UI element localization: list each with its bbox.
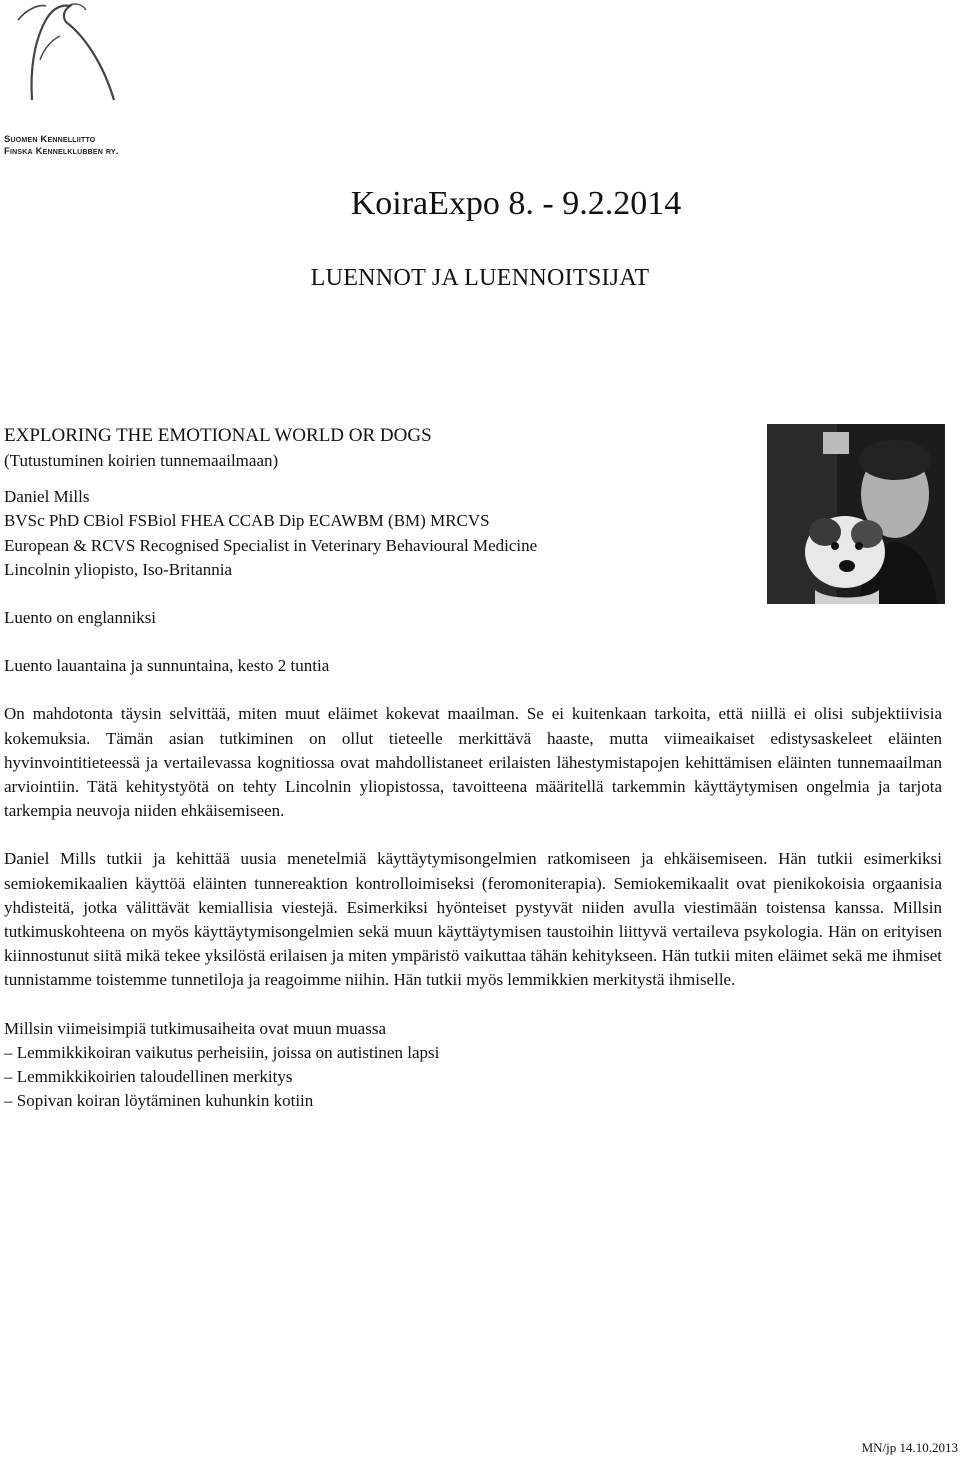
logo-line-swedish: Finska Kennelklubben ry.	[4, 146, 119, 157]
speaker-credentials: BVSc PhD CBiol FSBiol FHEA CCAB Dip ECAWBM (BM) MRCVS	[4, 511, 490, 531]
section-title: LUENNOT JA LUENNOITSIJAT	[310, 265, 650, 291]
kennel-club-name	[4, 134, 119, 158]
lecture-title-finnish: (Tutustuminen koirien tunnemaailmaan)	[4, 451, 279, 470]
lecture-title: EXPLORING THE EMOTIONAL WORLD OR DOGS	[4, 425, 432, 446]
speaker-bio: Daniel Mills tutkii ja kehittää uusia menetelmiä käyttäytymisongelmien ratkomiseen ja ehkäisemiseen. Hän tutkii esimerkiksi semiokemikaalien käyttöä eläinten tunnereaktion kontrolloimiseksi (feromoniterapia). Semiokemikaalit ovat pienikokoisia orgaanisia yhdisteitä, jotka välittävät kemiallisia viestejä. Esimerkiksi hyönteiset pystyvät niiden avulla viestimään toistensa kanssa. Millsin tutkimuskohteena on myös käyttäytymisongelmien sekä muun käyttäytymisen taustoihin liittyvä vertaileva psykologia. Hän on erityisen kiinnostunut siitä mikä tekee yksilöstä erilaisen ja miten ympäristö vaikuttaa tähän kehitykseen. Hän tutkii miten eläimet sekä me ihmiset tunnistamme toistemme tunnetiloja ja reagoimme niihin. Hän tutkii myös lemmikkien merkitystä ihmiselle.	[4, 849, 942, 990]
dog-head-logo-icon	[2, 0, 142, 132]
topic-item: – Sopivan koiran löytäminen kuhunkin kotiin	[4, 1091, 314, 1111]
topic-item: – Lemmikkikoirien taloudellinen merkitys	[4, 1067, 293, 1087]
document-footer: MN/jp 14.10.2013	[861, 1440, 958, 1455]
kennel-club-logo	[2, 0, 142, 165]
lecture-content	[4, 423, 942, 1113]
lecture-schedule: Luento lauantaina ja sunnuntaina, kesto 2 tuntia	[4, 656, 330, 676]
speaker-affiliation: Lincolnin yliopisto, Iso-Britannia	[4, 559, 233, 579]
logo-line-finnish: Suomen Kennelliitto	[4, 134, 96, 145]
topics-intro: Millsin viimeisimpiä tutkimusaiheita ovat muun muassa	[4, 1018, 386, 1038]
lecture-description: On mahdotonta täysin selvittää, miten muut eläimet kokevat maailman. Se ei kuitenkaan tarkoita, että niillä ei olisi subjektiivisia kokemuksia. Tämän asian tutkiminen on ollut tieteelle merkittävä haaste, mutta viimeaikaiset edistysaskeleet eläinten hyvinvointitieteessä ja vertailevassa kognitiossa ovat mahdollistaneet erilaisten lähestymistapojen kehittämisen eläinten tunnemaailman arviointiin. Tätä kehitystyötä on tehty Lincolnin yliopistossa, tavoitteena määritellä tarkemmin käyttäytymisen ongelmia ja tarjota tarkempia neuvoja niiden ehkäisemiseen.	[4, 704, 942, 821]
event-title: KoiraExpo 8. - 9.2.2014	[350, 185, 682, 222]
lecture-language: Luento on englanniksi	[4, 608, 157, 628]
speaker-specialist: European & RCVS Recognised Specialist in Veterinary Behavioural Medicine	[4, 535, 538, 555]
speaker-name: Daniel Mills	[4, 487, 90, 507]
topic-item: – Lemmikkikoiran vaikutus perheisiin, joissa on autistinen lapsi	[4, 1042, 440, 1062]
